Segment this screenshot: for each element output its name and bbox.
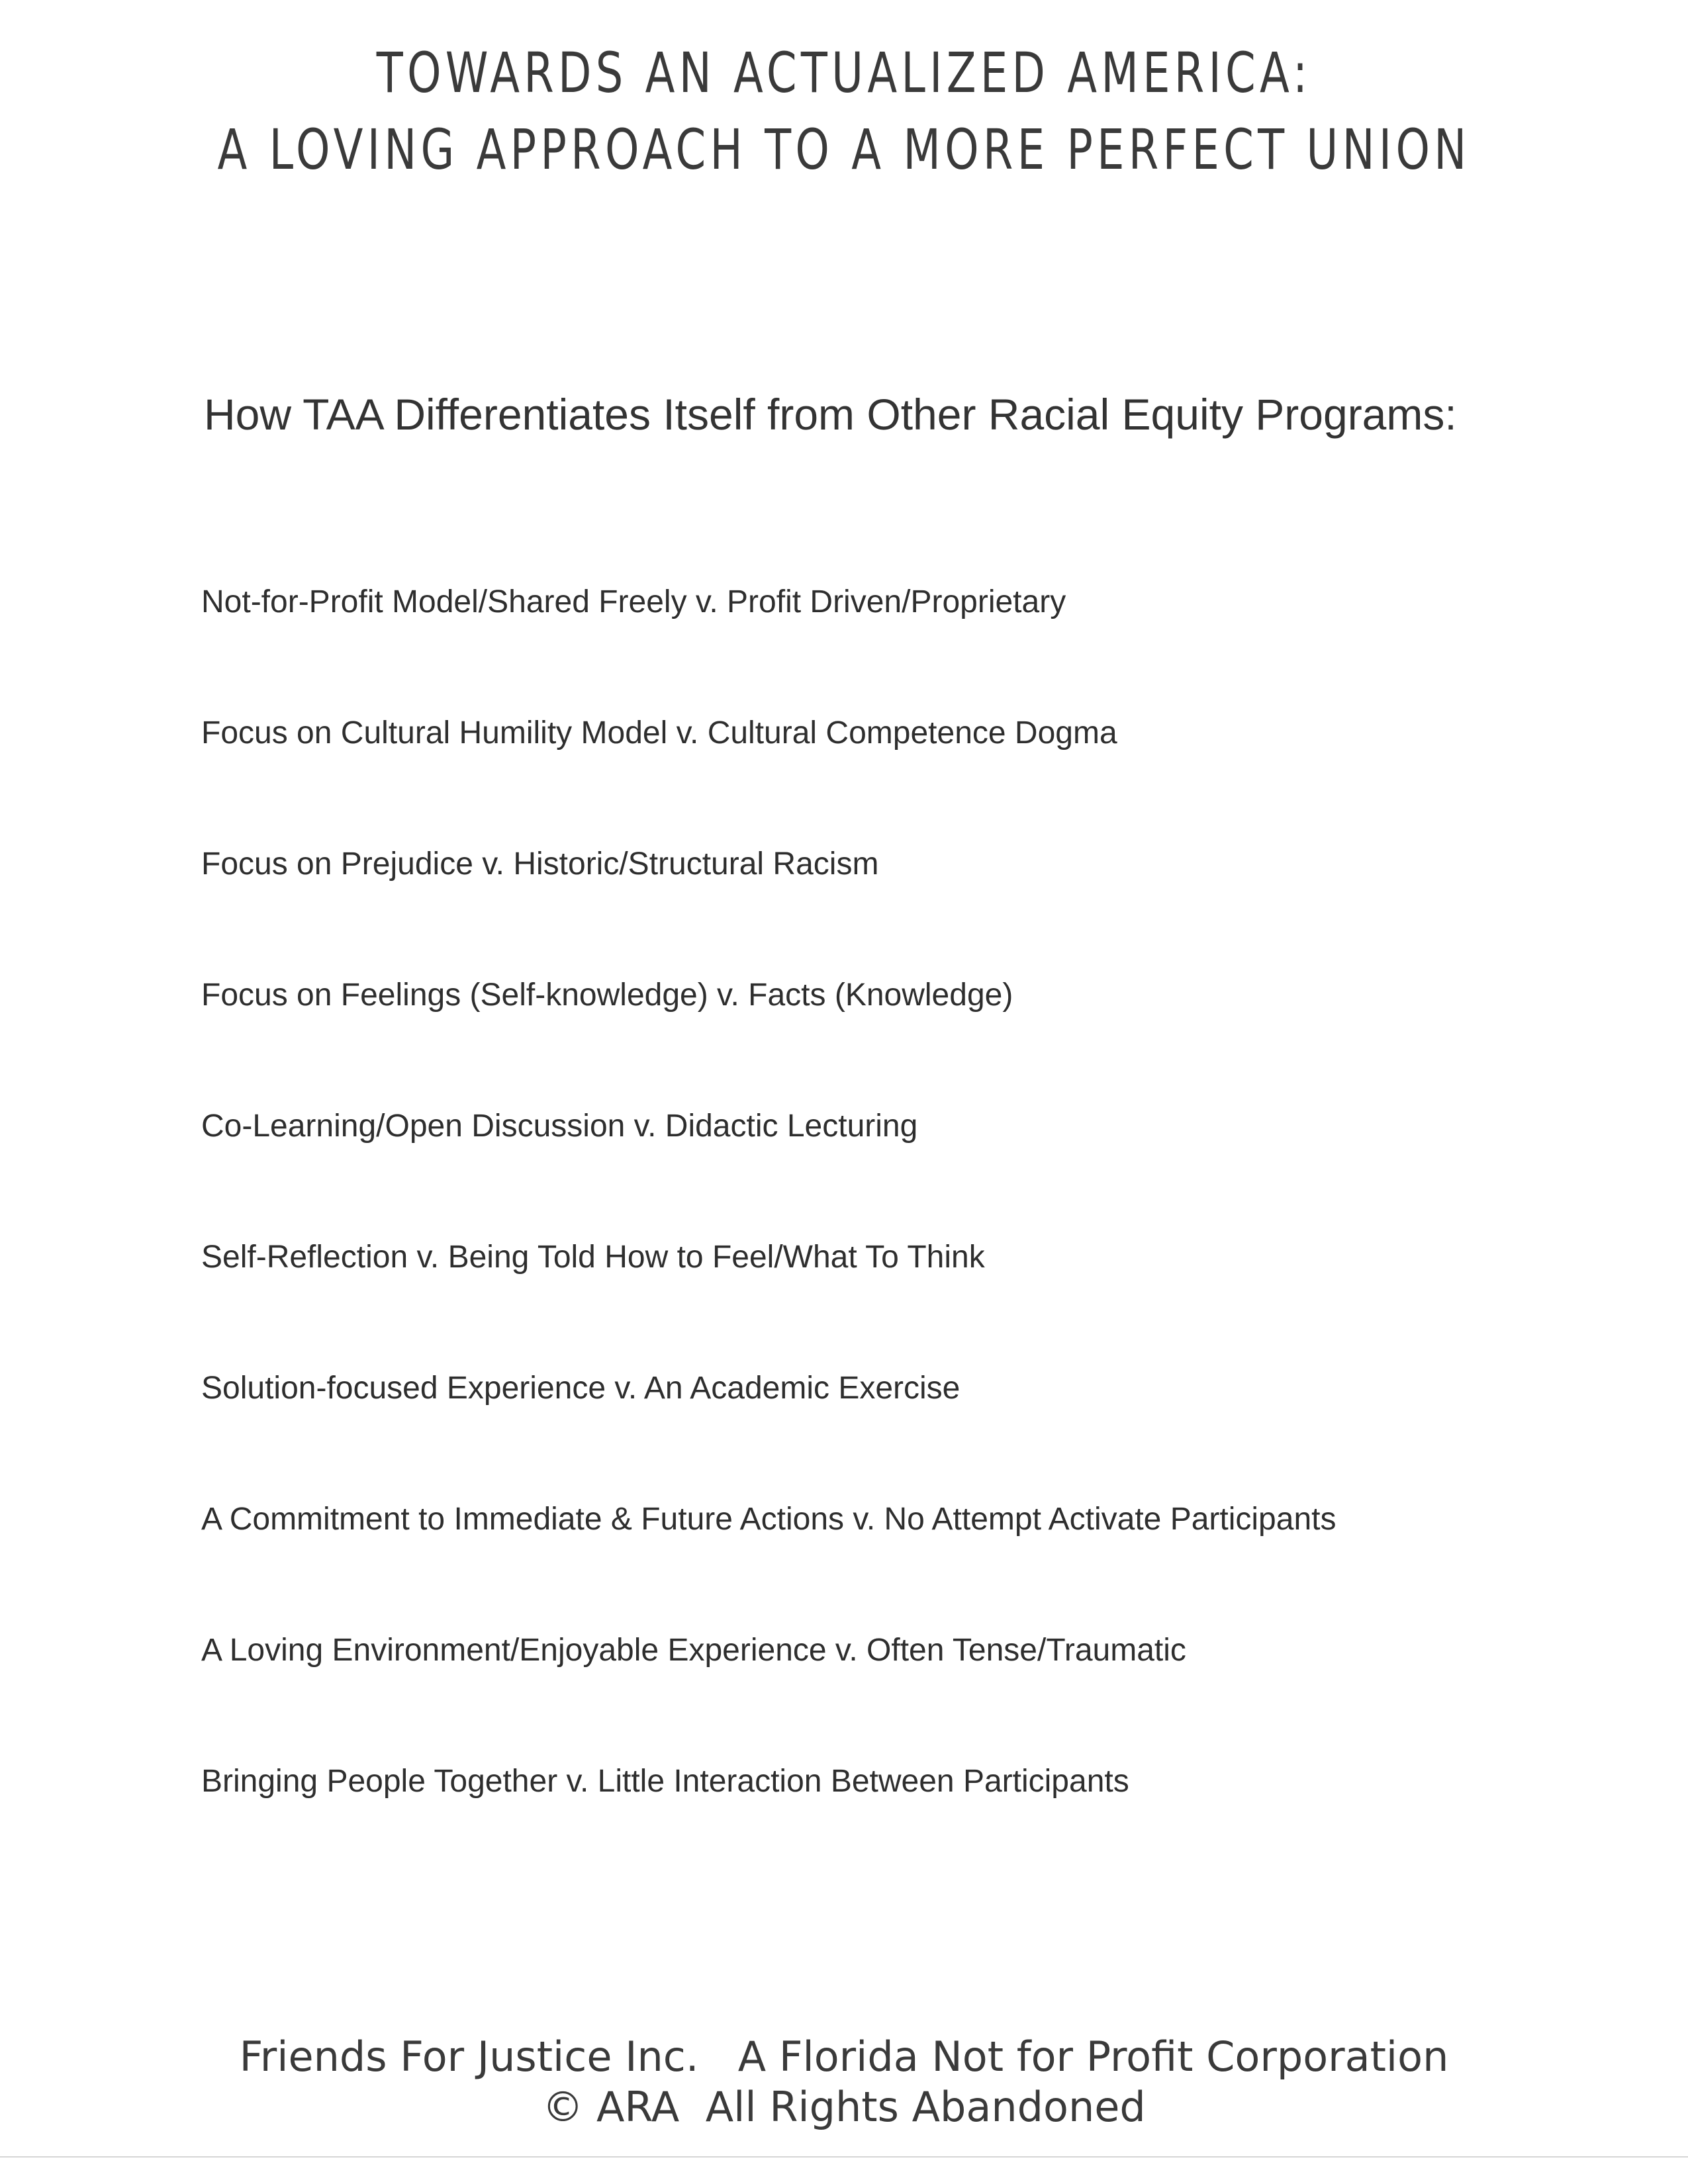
list-item: Focus on Cultural Humility Model v. Cultural Competence Dogma	[201, 715, 1117, 751]
list-item: Self-Reflection v. Being Told How to Feel/What To Think	[201, 1240, 985, 1275]
list-item: A Commitment to Immediate & Future Actions v. No Attempt Activate Participants	[201, 1502, 1336, 1537]
footer-copyright: © ARA All Rights Abandoned	[542, 2083, 1146, 2131]
list-item: Solution-focused Experience v. An Academic Exercise	[201, 1371, 961, 1406]
document-title	[0, 34, 1688, 188]
list-item: Focus on Feelings (Self-knowledge) v. Facts (Knowledge)	[201, 978, 1013, 1013]
list-item: Focus on Prejudice v. Historic/Structural Racism	[201, 846, 879, 882]
list-item: Not-for-Profit Model/Shared Freely v. Profit Driven/Proprietary	[201, 584, 1066, 619]
list-item: Bringing People Together v. Little Interaction Between Participants	[201, 1764, 1129, 1799]
list-item: Co-Learning/Open Discussion v. Didactic Lecturing	[201, 1109, 918, 1144]
page-footer	[0, 2032, 1688, 2132]
list-item: A Loving Environment/Enjoyable Experience v. Often Tense/Traumatic	[201, 1633, 1186, 1668]
section-heading: How TAA Differentiates Itself from Other Racial Equity Programs:	[204, 390, 1457, 439]
differentiator-list	[201, 582, 1336, 1893]
title-line-2: A LOVING APPROACH TO A MORE PERFECT UNION	[217, 117, 1471, 182]
footer-organization: Friends For Justice Inc. A Florida Not for Profit Corporation	[239, 2032, 1449, 2081]
title-line-1: TOWARDS AN ACTUALIZED AMERICA:	[376, 40, 1312, 105]
bottom-divider	[0, 2156, 1688, 2158]
